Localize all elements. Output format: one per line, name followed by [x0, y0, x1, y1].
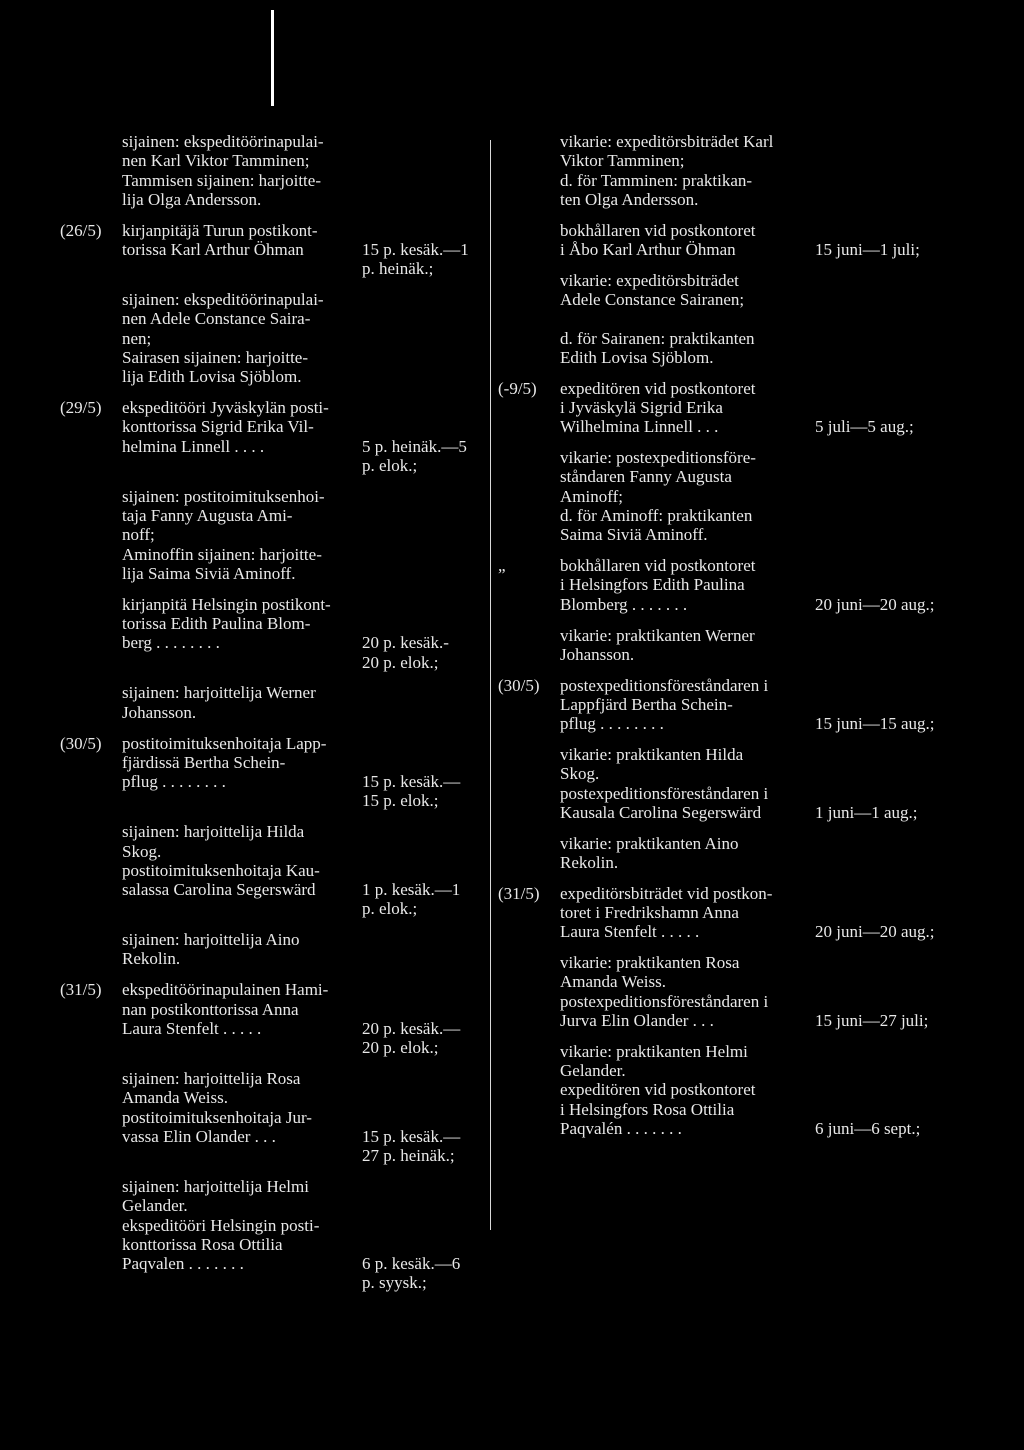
entry-line: i Jyväskylä Sigrid Erika: [560, 398, 723, 418]
entry-line: Lappfjärd Bertha Schein-: [560, 694, 733, 714]
entry-line: Sairasen sijainen: harjoitte-: [122, 347, 308, 367]
entry-period: 15 juni—1 juli;: [815, 239, 920, 259]
entry-line: kirjanpitä Helsingin postikont-: [122, 594, 331, 614]
entry: [60, 221, 480, 279]
entry-line: fjärdissä Bertha Schein-: [122, 752, 286, 772]
entry-line: Johansson.: [560, 644, 635, 664]
entry-text: [560, 132, 860, 209]
entry-line: Saima Siviä Aminoff.: [560, 525, 708, 545]
entry-line: lija Olga Andersson.: [122, 189, 262, 209]
entry: [60, 822, 480, 918]
entry-text: [560, 834, 860, 873]
entry-text: [122, 1069, 347, 1146]
entry-line: vikarie: praktikanten Rosa: [560, 953, 740, 973]
entry-line: postitoimituksenhoitaja Lapp-: [122, 733, 327, 753]
entry-line: ekspeditööri Helsingin posti-: [122, 1215, 320, 1235]
entry: [60, 734, 480, 811]
finnish-column: [60, 132, 480, 1304]
entry-text: [122, 398, 347, 456]
entry-line: postexpeditionsföreståndaren i: [560, 675, 769, 695]
entry-line: Rekolin.: [560, 853, 619, 872]
entry-line: Amanda Weiss.: [122, 1088, 228, 1108]
entry-text: [122, 290, 347, 386]
entry: [498, 745, 1018, 822]
entry-line: vikarie: expeditörsbiträdet Karl: [560, 132, 774, 151]
entry-line: vikarie: expeditörsbiträdet: [560, 270, 739, 290]
entry-line: postexpeditionsföreståndaren i: [560, 783, 769, 803]
entry-line: ten Olga Andersson.: [560, 189, 699, 209]
entry: [60, 1069, 480, 1165]
entry-text: [122, 132, 347, 209]
entry-period: p. elok.;: [362, 455, 418, 475]
entry: [60, 132, 480, 209]
entry-line: Viktor Tamminen;: [560, 151, 685, 171]
entry-line: konttorissa Rosa Ottilia: [122, 1234, 283, 1254]
entry-period: 20 p. kesäk.—: [362, 1018, 461, 1038]
entry-line: toret i Fredrikshamn Anna: [560, 903, 739, 923]
entry: [60, 980, 480, 1057]
entry-period: 20 p. kesäk.-: [362, 633, 449, 653]
entry: [498, 271, 1018, 367]
entry-period: p. syysk.;: [362, 1273, 427, 1293]
entry-line: noff;: [122, 525, 155, 545]
entry-period: 27 p. heinäk.;: [362, 1146, 455, 1166]
entry-line: berg . . . . . . . .: [122, 633, 220, 653]
entry-line: sijainen: harjoittelija Hilda: [122, 822, 305, 842]
entry-line: Blomberg . . . . . . .: [560, 594, 688, 614]
entry-text: [122, 980, 347, 1038]
entry: [498, 556, 1018, 614]
swedish-column: [498, 132, 1018, 1150]
entry-date: (31/5): [60, 980, 102, 1000]
entry-line: Laura Stenfelt . . . . .: [560, 922, 700, 942]
entry-line: Tammisen sijainen: harjoitte-: [122, 170, 321, 190]
entry-text: [122, 734, 347, 792]
entry-date: (30/5): [60, 733, 102, 753]
entry-line: lija Edith Lovisa Sjöblom.: [122, 367, 302, 387]
entry-line: lija Saima Siviä Aminoff.: [122, 563, 296, 583]
entry: [498, 676, 1018, 734]
entry: [498, 953, 1018, 1030]
entry: [498, 884, 1018, 942]
entry-line: expeditörsbiträdet vid postkon-: [560, 883, 773, 903]
entry-period: 20 p. elok.;: [362, 1038, 439, 1058]
entry-text: [560, 271, 860, 367]
entry-line: i Helsingfors Edith Paulina: [560, 575, 745, 595]
entry-line: sijainen: harjoittelija Werner: [122, 683, 316, 703]
entry-text: [560, 448, 860, 544]
entry-line: vikarie: praktikanten Aino: [560, 833, 739, 853]
entry-line: i Åbo Karl Arthur Öhman: [560, 239, 736, 259]
entry-line: sijainen: harjoittelija Rosa: [122, 1068, 301, 1088]
entry-period: p. heinäk.;: [362, 259, 434, 279]
entry-line: ekspeditöörinapulainen Hami-: [122, 980, 329, 1000]
entry-text: [122, 683, 347, 722]
entry-line: Skog.: [560, 764, 600, 784]
entry: [60, 930, 480, 969]
entry-date: (-9/5): [498, 378, 537, 398]
entry-period: 15 p. kesäk.—: [362, 1126, 461, 1146]
entry-line: konttorissa Sigrid Erika Vil-: [122, 417, 314, 437]
entry-period: 20 juni—20 aug.;: [815, 594, 935, 614]
entry-text: [122, 487, 347, 583]
entry-line: vassa Elin Olander . . .: [122, 1126, 276, 1146]
entry: [498, 379, 1018, 437]
entry-text: [122, 930, 347, 969]
entry-line: Edith Lovisa Sjöblom.: [560, 347, 714, 367]
entry-line: kirjanpitäjä Turun postikont-: [122, 220, 318, 240]
entry-text: [560, 626, 860, 665]
entry-period: 6 p. kesäk.—6: [362, 1254, 461, 1274]
entry-period: 5 juli—5 aug.;: [815, 417, 914, 437]
entry-period: 6 juni—6 sept.;: [815, 1119, 921, 1139]
entry-line: sijainen: postitoimituksenhoi-: [122, 486, 325, 506]
entry-text: [122, 595, 347, 653]
entry-line: torissa Edith Paulina Blom-: [122, 614, 311, 634]
entry-period: 15 juni—27 juli;: [815, 1011, 929, 1031]
entry-date: „: [498, 556, 506, 576]
entry-line: bokhållaren vid postkontoret: [560, 556, 756, 576]
entry-line: Aminoff;: [560, 486, 623, 506]
entry: [498, 132, 1018, 209]
entry-line: bokhållaren vid postkontoret: [560, 220, 756, 240]
entry-date: (31/5): [498, 883, 540, 903]
entry-period: 1 p. kesäk.—1: [362, 880, 461, 900]
entry: [498, 626, 1018, 665]
entry-line: nan postikonttorissa Anna: [122, 999, 299, 1019]
entry: [60, 683, 480, 722]
entry-line: salassa Carolina Segerswärd: [122, 880, 316, 900]
entry: [60, 290, 480, 386]
entry-text: [122, 221, 347, 260]
entry-line: vikarie: praktikanten Hilda: [560, 745, 744, 765]
entry-line: i Helsingfors Rosa Ottilia: [560, 1099, 735, 1119]
entry-line: vikarie: postexpeditionsföre-: [560, 448, 756, 468]
entry-line: pflug . . . . . . . .: [560, 714, 664, 734]
entry-line: d. för Tamminen: praktikan-: [560, 170, 753, 190]
entry-line: nen Adele Constance Saira-: [122, 309, 311, 329]
entry: [60, 398, 480, 475]
entry-line: d. för Sairanen: praktikanten: [560, 328, 755, 348]
entry-line: ekspeditööri Jyväskylän posti-: [122, 398, 329, 418]
entry-line: vikarie: praktikanten Werner: [560, 625, 755, 645]
entry-line: [560, 309, 860, 328]
entry: [498, 448, 1018, 544]
entry: [498, 1042, 1018, 1138]
entry-period: 15 juni—15 aug.;: [815, 714, 935, 734]
entry-line: Paqvalen . . . . . . .: [122, 1254, 244, 1274]
entry-line: Wilhelmina Linnell . . .: [560, 417, 719, 437]
entry-period: 15 p. kesäk.—: [362, 772, 461, 792]
entry-line: Laura Stenfelt . . . . .: [122, 1018, 262, 1038]
entry-period: 1 juni—1 aug.;: [815, 802, 918, 822]
entry-line: vikarie: praktikanten Helmi: [560, 1041, 748, 1061]
entry-line: nen Karl Viktor Tamminen;: [122, 151, 310, 171]
entry-date: (29/5): [60, 398, 102, 418]
entry-line: torissa Karl Arthur Öhman: [122, 239, 304, 259]
entry-line: Skog.: [122, 841, 162, 861]
entry: [60, 595, 480, 672]
entry-line: sijainen: ekspeditöörinapulai-: [122, 290, 324, 310]
entry: [60, 487, 480, 583]
entry-line: Jurva Elin Olander . . .: [560, 1011, 714, 1031]
entry-line: Amanda Weiss.: [560, 972, 666, 992]
entry-period: 20 p. elok.;: [362, 652, 439, 672]
entry-line: helmina Linnell . . . .: [122, 436, 265, 456]
entry-line: postitoimituksenhoitaja Kau-: [122, 860, 320, 880]
entry-line: ståndaren Fanny Augusta: [560, 467, 732, 487]
entry-line: postitoimituksenhoitaja Jur-: [122, 1107, 312, 1127]
entry-text: [122, 1177, 347, 1273]
entry-line: Rekolin.: [122, 949, 181, 969]
entry-date: (30/5): [498, 675, 540, 695]
entry-line: Paqvalén . . . . . . .: [560, 1119, 682, 1139]
entry-period: 15 p. elok.;: [362, 791, 439, 811]
entry-line: expeditören vid postkontoret: [560, 1080, 756, 1100]
entry-period: 20 juni—20 aug.;: [815, 922, 935, 942]
entry: [498, 221, 1018, 260]
entry-period: 5 p. heinäk.—5: [362, 436, 467, 456]
entry-line: Gelander.: [560, 1061, 626, 1081]
entry-line: nen;: [122, 328, 152, 348]
column-divider: [490, 140, 491, 1230]
entry-line: d. för Aminoff: praktikanten: [560, 506, 753, 526]
entry-line: Aminoffin sijainen: harjoitte-: [122, 544, 322, 564]
entry-line: expeditören vid postkontoret: [560, 378, 756, 398]
entry-period: p. elok.;: [362, 899, 418, 919]
entry-line: Adele Constance Sairanen;: [560, 290, 745, 310]
entry-line: sijainen: ekspeditöörinapulai-: [122, 132, 324, 151]
entry-line: sijainen: harjoittelija Aino: [122, 930, 300, 950]
entry-period: 15 p. kesäk.—1: [362, 239, 469, 259]
entry-line: taja Fanny Augusta Ami-: [122, 506, 293, 526]
entry-line: Gelander.: [122, 1196, 188, 1216]
entry-line: sijainen: harjoittelija Helmi: [122, 1176, 309, 1196]
entry-text: [122, 822, 347, 899]
entry-line: Kausala Carolina Segerswärd: [560, 802, 762, 822]
entry-line: pflug . . . . . . . .: [122, 772, 226, 792]
entry: [498, 834, 1018, 873]
entry-line: Johansson.: [122, 702, 197, 722]
entry-line: postexpeditionsföreståndaren i: [560, 991, 769, 1011]
entry-date: (26/5): [60, 220, 102, 240]
entry: [60, 1177, 480, 1293]
page-top-rule: [271, 10, 274, 106]
